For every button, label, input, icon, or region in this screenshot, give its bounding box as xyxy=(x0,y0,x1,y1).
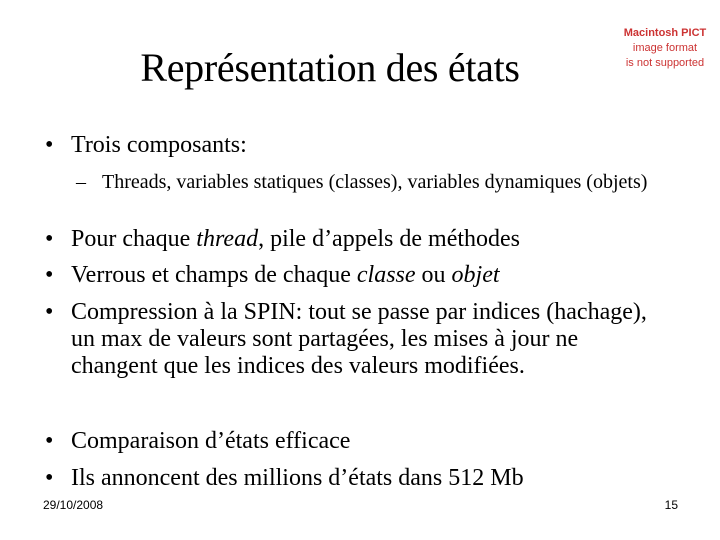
bullet-text: Ils annoncent des millions d’états dans 512 Mb xyxy=(71,465,524,491)
bullet-marker: • xyxy=(45,299,54,325)
bullet-marker: • xyxy=(45,465,54,491)
bullet-item xyxy=(45,262,685,289)
pict-notice-line: Macintosh PICT xyxy=(623,27,707,39)
bullet-marker: • xyxy=(45,262,54,288)
page-number: 15 xyxy=(664,498,678,512)
bullet-item xyxy=(45,132,685,159)
bullet-text: Pour chaque thread, pile d’appels de méthodes xyxy=(71,226,521,252)
slide-title: Représentation des états xyxy=(140,45,520,90)
bullet-item xyxy=(45,428,685,455)
pict-notice-line: image format xyxy=(632,42,698,54)
bullet-text: Comparaison d’états efficace xyxy=(71,428,351,454)
bullet-item xyxy=(45,299,655,380)
unsupported-image-placeholder xyxy=(612,26,718,71)
bullet-marker: • xyxy=(45,132,54,158)
bullet-text: Verrous et champs de chaque classe ou objet xyxy=(71,262,500,288)
bullet-marker: • xyxy=(45,226,54,252)
sub-bullet-text: Threads, variables statiques (classes), variables dynamiques (objets) xyxy=(102,171,648,193)
bullet-item xyxy=(45,226,685,253)
bullet-text: Compression à la SPIN: tout se passe par indices (hachage), un max de valeurs sont partagées, les mises à jour ne changent que les indices des valeurs modifiées. xyxy=(71,299,647,379)
sub-bullet-item xyxy=(76,170,696,194)
sub-bullet-marker: – xyxy=(76,171,86,193)
pict-notice-line: is not supported xyxy=(625,57,705,69)
bullet-item xyxy=(45,465,685,492)
bullet-text: Trois composants: xyxy=(71,132,247,158)
footer-date: 29/10/2008 xyxy=(43,498,104,512)
bullet-marker: • xyxy=(45,428,54,454)
